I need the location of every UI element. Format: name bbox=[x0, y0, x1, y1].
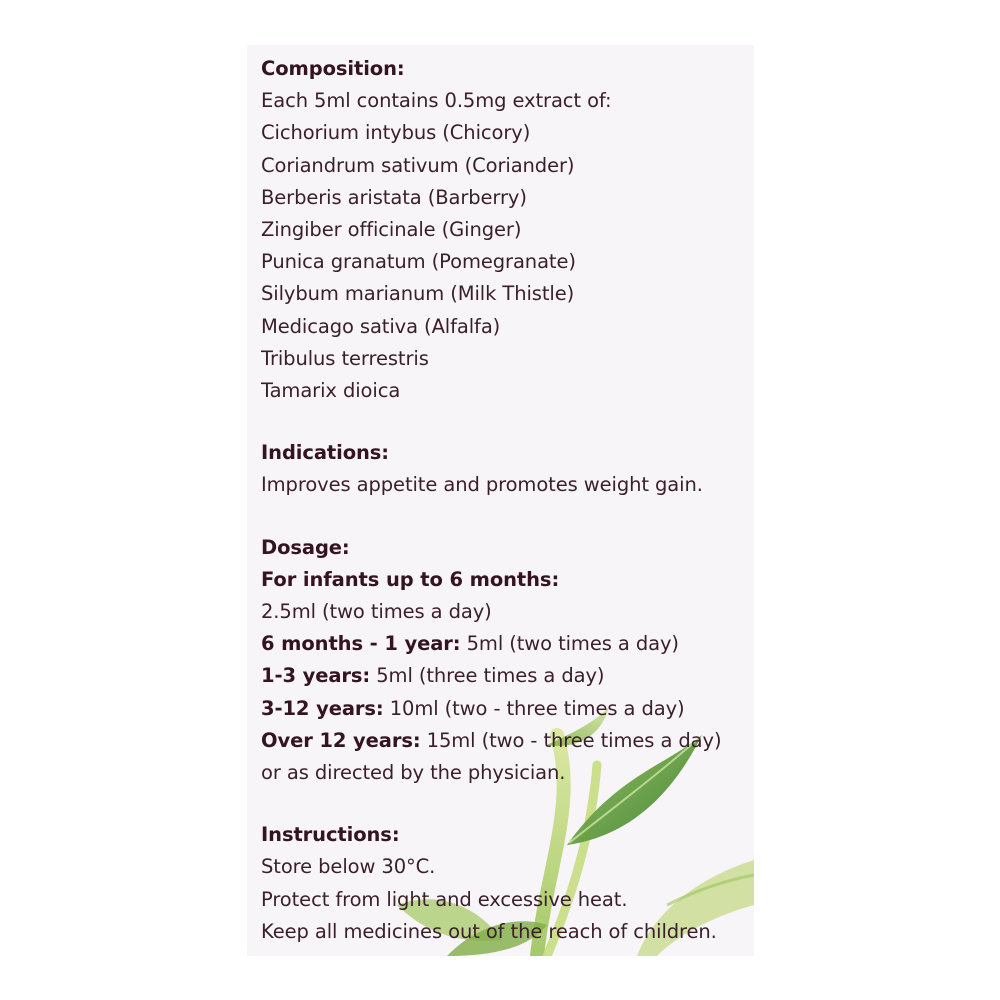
instruction-item: Protect from light and excessive heat. bbox=[261, 887, 628, 911]
composition-heading: Composition: bbox=[261, 57, 405, 80]
dosage-infants-label: For infants up to 6 months: bbox=[261, 567, 560, 591]
dosage-row-value: 5ml (two times a day) bbox=[460, 632, 679, 656]
ingredient-item: Tamarix dioica bbox=[261, 379, 401, 403]
dosage-row bbox=[261, 693, 751, 725]
dosage-row-label: 1-3 years: bbox=[261, 664, 371, 688]
label-text bbox=[261, 53, 751, 948]
instruction-item: Store below 30°C. bbox=[261, 855, 436, 879]
dosage-row-value: 10ml (two - three times a day) bbox=[383, 696, 685, 720]
dosage-note: or as directed by the physician. bbox=[261, 761, 566, 785]
ingredient-item: Punica granatum (Pomegranate) bbox=[261, 250, 576, 274]
ingredient-item: Medicago sativa (Alfalfa) bbox=[261, 314, 501, 338]
instruction-item: Keep all medicines out of the reach of children. bbox=[261, 919, 717, 943]
ingredient-item: Berberis aristata (Barberry) bbox=[261, 185, 527, 209]
dosage-row-value: 15ml (two - three times a day) bbox=[420, 728, 722, 752]
dosage-infants-value: 2.5ml (two times a day) bbox=[261, 600, 492, 624]
indications-text: Improves appetite and promotes weight gain. bbox=[261, 473, 703, 497]
dosage-row-label: Over 12 years: bbox=[261, 728, 421, 752]
composition-intro: Each 5ml contains 0.5mg extract of: bbox=[261, 89, 612, 113]
dosage-row bbox=[261, 725, 751, 757]
ingredient-item: Tribulus terrestris bbox=[261, 346, 429, 370]
label-panel bbox=[247, 45, 754, 956]
dosage-row-label: 6 months - 1 year: bbox=[261, 632, 461, 656]
dosage-heading: Dosage: bbox=[261, 535, 350, 559]
section-spacer bbox=[261, 789, 751, 819]
ingredient-item: Zingiber officinale (Ginger) bbox=[261, 218, 522, 242]
ingredient-item: Coriandrum sativum (Coriander) bbox=[261, 153, 575, 177]
dosage-row-label: 3-12 years: bbox=[261, 696, 384, 720]
ingredient-item: Cichorium intybus (Chicory) bbox=[261, 121, 531, 145]
section-spacer bbox=[261, 407, 751, 437]
ingredient-item: Silybum marianum (Milk Thistle) bbox=[261, 282, 575, 306]
dosage-row bbox=[261, 628, 751, 660]
dosage-row-value: 5ml (three times a day) bbox=[370, 664, 605, 688]
instructions-heading: Instructions: bbox=[261, 823, 400, 847]
dosage-row bbox=[261, 660, 751, 692]
section-spacer bbox=[261, 502, 751, 532]
indications-heading: Indications: bbox=[261, 441, 389, 465]
